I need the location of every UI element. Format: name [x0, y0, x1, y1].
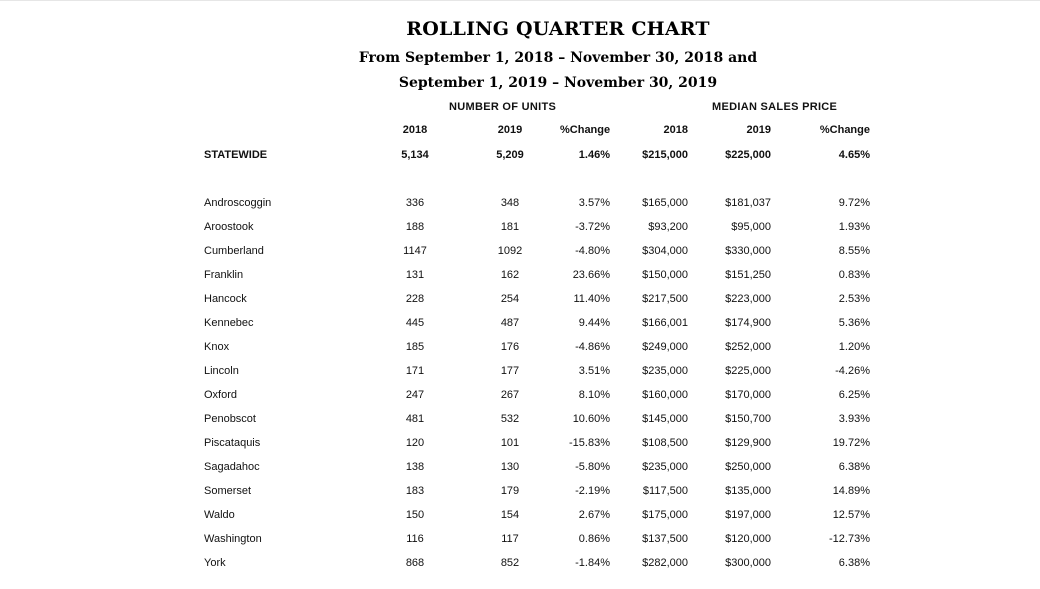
- county-name: Washington: [204, 533, 262, 545]
- units-change: 2.67%: [578, 509, 610, 521]
- units-2019: 254: [500, 293, 520, 305]
- units-2019: 1092: [497, 245, 523, 257]
- units-2019: 101: [500, 437, 520, 449]
- units-change: -3.72%: [575, 221, 610, 233]
- price-2018: $235,000: [642, 461, 688, 473]
- price-2018: $108,500: [642, 437, 688, 449]
- statewide-label: STATEWIDE: [204, 149, 268, 161]
- units-change: -1.84%: [575, 557, 610, 569]
- county-name: Somerset: [204, 485, 252, 497]
- price-2018: $217,500: [642, 293, 688, 305]
- units-2019: 162: [500, 269, 520, 281]
- units-2018: 120: [405, 437, 425, 449]
- units-2018: 445: [405, 317, 425, 329]
- price-2019: $170,000: [725, 389, 771, 401]
- price-2019: $151,250: [725, 269, 771, 281]
- price-change: -12.73%: [829, 533, 870, 545]
- county-name: Penobscot: [204, 413, 256, 425]
- units-2018: 868: [405, 557, 425, 569]
- units-2018: 185: [405, 341, 425, 353]
- county-name: Knox: [204, 341, 230, 353]
- county-name: Hancock: [204, 293, 247, 305]
- price-2019: $223,000: [725, 293, 771, 305]
- price-2018: $282,000: [642, 557, 688, 569]
- statewide-price-2019: $225,000: [725, 149, 771, 161]
- price-change: 3.93%: [838, 413, 870, 425]
- statewide-units-2019: 5,209: [496, 149, 524, 161]
- statewide-price-2018: $215,000: [642, 149, 688, 161]
- units-2019: 130: [500, 461, 520, 473]
- units-2018: 171: [405, 365, 425, 377]
- header-units-change: %Change: [560, 124, 611, 136]
- units-2018: 228: [405, 293, 425, 305]
- price-change: 6.25%: [838, 389, 870, 401]
- units-change: 9.44%: [578, 317, 610, 329]
- price-2018: $145,000: [642, 413, 688, 425]
- price-2019: $250,000: [725, 461, 771, 473]
- price-2018: $166,001: [642, 317, 688, 329]
- top-divider: [0, 0, 1040, 1]
- price-change: -4.26%: [835, 365, 870, 377]
- county-name: Franklin: [204, 269, 244, 281]
- price-change: 9.72%: [838, 197, 870, 209]
- units-change: -4.86%: [575, 341, 610, 353]
- price-change: 14.89%: [832, 485, 870, 497]
- price-2018: $175,000: [642, 509, 688, 521]
- price-change: 0.83%: [838, 269, 870, 281]
- header-units-2019: 2019: [497, 124, 523, 136]
- price-2019: $300,000: [725, 557, 771, 569]
- units-change: -5.80%: [575, 461, 610, 473]
- units-2019: 179: [500, 485, 520, 497]
- county-name: Androscoggin: [204, 197, 272, 209]
- units-2019: 532: [500, 413, 520, 425]
- units-2019: 181: [500, 221, 520, 233]
- price-change: 19.72%: [832, 437, 870, 449]
- price-change: 8.55%: [838, 245, 870, 257]
- units-2018: 336: [405, 197, 425, 209]
- units-2019: 117: [501, 533, 519, 545]
- units-change: 8.10%: [578, 389, 610, 401]
- price-change: 6.38%: [838, 557, 870, 569]
- page-title: ROLLING QUARTER CHART: [406, 18, 710, 40]
- price-change: 1.93%: [838, 221, 870, 233]
- units-2019: 176: [500, 341, 520, 353]
- header-units-2018: 2018: [402, 124, 428, 136]
- units-2018: 116: [406, 533, 424, 545]
- price-2018: $235,000: [642, 365, 688, 377]
- price-2018: $160,000: [642, 389, 688, 401]
- price-change: 5.36%: [838, 317, 870, 329]
- price-2018: $304,000: [642, 245, 688, 257]
- header-price-change: %Change: [819, 124, 870, 136]
- price-2019: $225,000: [725, 365, 771, 377]
- units-2018: 183: [405, 485, 425, 497]
- county-name: Piscataquis: [204, 437, 261, 449]
- units-change: 11.40%: [573, 293, 610, 305]
- price-2019: $120,000: [725, 533, 771, 545]
- price-2018: $249,000: [642, 341, 688, 353]
- price-2019: $197,000: [725, 509, 771, 521]
- units-change: 23.66%: [572, 269, 610, 281]
- county-name: Cumberland: [204, 245, 264, 257]
- units-change: 0.86%: [578, 533, 610, 545]
- units-2019: 487: [500, 317, 520, 329]
- price-2019: $135,000: [725, 485, 771, 497]
- price-2018: $93,200: [648, 221, 688, 233]
- county-name: Kennebec: [204, 317, 254, 329]
- units-2019: 852: [500, 557, 520, 569]
- price-change: 1.20%: [838, 341, 870, 353]
- header-price-2018: 2018: [663, 124, 688, 136]
- subtitle-line-1: From September 1, 2018 – November 30, 2018 and: [358, 50, 758, 66]
- county-name: Sagadahoc: [204, 461, 260, 473]
- units-2018: 150: [405, 509, 425, 521]
- price-2019: $252,000: [725, 341, 771, 353]
- county-name: Lincoln: [204, 365, 239, 377]
- units-2018: 481: [405, 413, 425, 425]
- price-2018: $117,500: [642, 485, 688, 497]
- price-2019: $95,000: [731, 221, 771, 233]
- units-change: 10.60%: [572, 413, 610, 425]
- units-2018: 138: [405, 461, 425, 473]
- price-2019: $330,000: [725, 245, 771, 257]
- units-2018: 188: [405, 221, 425, 233]
- county-name: Aroostook: [204, 221, 254, 233]
- units-2019: 177: [500, 365, 520, 377]
- county-name: Oxford: [204, 389, 238, 401]
- units-change: -4.80%: [575, 245, 610, 257]
- units-change: -15.83%: [569, 437, 610, 449]
- price-change: 2.53%: [838, 293, 870, 305]
- price-2019: $174,900: [725, 317, 771, 329]
- county-name: Waldo: [204, 509, 235, 521]
- units-2018: 131: [405, 269, 425, 281]
- units-change: 3.57%: [578, 197, 610, 209]
- price-2019: $129,900: [725, 437, 771, 449]
- units-2018: 1147: [403, 245, 427, 257]
- price-group-header: MEDIAN SALES PRICE: [712, 101, 838, 113]
- statewide-units-2018: 5,134: [401, 149, 429, 161]
- units-change: -2.19%: [575, 485, 610, 497]
- price-2018: $165,000: [642, 197, 688, 209]
- price-2019: $181,037: [725, 197, 771, 209]
- subtitle-line-2: September 1, 2019 – November 30, 2019: [398, 75, 718, 91]
- price-2019: $150,700: [725, 413, 771, 425]
- units-change: 3.51%: [578, 365, 610, 377]
- units-2019: 348: [500, 197, 520, 209]
- statewide-price-change: 4.65%: [838, 149, 870, 161]
- statewide-units-change: 1.46%: [578, 149, 610, 161]
- price-2018: $150,000: [642, 269, 688, 281]
- price-change: 12.57%: [832, 509, 870, 521]
- county-name: York: [204, 557, 226, 569]
- units-group-header: NUMBER OF UNITS: [449, 101, 557, 113]
- header-price-2019: 2019: [746, 124, 771, 136]
- units-2018: 247: [405, 389, 425, 401]
- units-2019: 267: [500, 389, 520, 401]
- price-change: 6.38%: [838, 461, 870, 473]
- price-2018: $137,500: [642, 533, 688, 545]
- units-2019: 154: [500, 509, 520, 521]
